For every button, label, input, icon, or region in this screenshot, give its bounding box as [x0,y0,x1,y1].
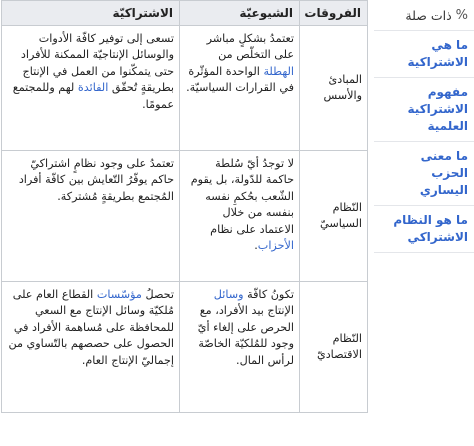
cell-link[interactable]: الهطلة [263,64,294,78]
row-label: النّظام السياسيّ [300,151,368,282]
related-link-scientific-socialism[interactable]: مفهوم الاشتراكية العلمية [374,78,474,142]
related-link-left-party[interactable]: ما معنى الحزب اليساري [374,142,474,206]
related-sidebar [374,0,474,253]
percent-icon: % [455,7,468,23]
related-link-socialism[interactable]: ما هي الاشتراكية [374,31,474,78]
cell-link[interactable]: وسائل [213,288,244,301]
cell-link[interactable]: الأحزاب [257,239,294,253]
header-socialism: الاشتراكيّة [2,1,180,26]
table-header-row [2,1,368,26]
related-title [374,0,474,31]
cell-link[interactable]: الفائدة [77,81,109,95]
socialism-cell: تحصلُ مؤسّسات القطاع العام على مُلكيّة وسائل الإنتاج مع السعي للمحافظة على مُساهمة الأفراد في الحصول على حصصهم بالتّساوي من إجماليّ الإنتاج العام. [2,282,180,413]
comparison-table [1,0,368,413]
table-row [2,282,368,413]
table-row [2,151,368,282]
related-link-socialist-system[interactable]: ما هو النظام الاشتراكي [374,206,474,253]
row-label: المبادئ والأسس [300,26,368,151]
socialism-cell: تسعى إلى توفير كافّة الأدوات والوسائل الإنتاجيّة الممكنة للأفراد حتى يتمكّنوا من العمل في الإنتاج بطريقةٍ تُحقّق الفائدة لهم وللمجتمع عمومًا. [2,26,180,151]
row-label: النّظام الاقتصاديّ [300,282,368,413]
communism-cell: تعتمدُ بشكلٍ مباشر على التخلّص من الهطلة الواحدة المؤثّرة في القرارات السياسيّة. [180,26,300,151]
communism-cell: لا توجدُ أيّ سُلطة حاكمة للدّولة، بل يقوم الشّعب بحُكمِ نفسه بنفسه من خلال الاعتماد على نظام الأحزاب. [180,151,300,282]
cell-link[interactable]: مؤسّسات [96,288,142,301]
header-communism: الشيوعيّة [180,1,300,26]
socialism-cell: تعتمدُ على وجود نظامٍ اشتراكيّ حاكم يوفّرُ التّعايش بين كافّة أفراد المُجتمع بطريقةٍ مُشتركة. [2,151,180,282]
header-differences: الفروقات [300,1,368,26]
related-title-label: ذات صلة [405,7,452,23]
communism-cell: تكونُ كافّة وسائل الإنتاج بيد الأفراد، مع الحرص على إلغاء أيّ وجود للمُلكيّة الخاصّة لرأس المال. [180,282,300,413]
table-row [2,26,368,151]
comparison-table-container [1,0,367,413]
